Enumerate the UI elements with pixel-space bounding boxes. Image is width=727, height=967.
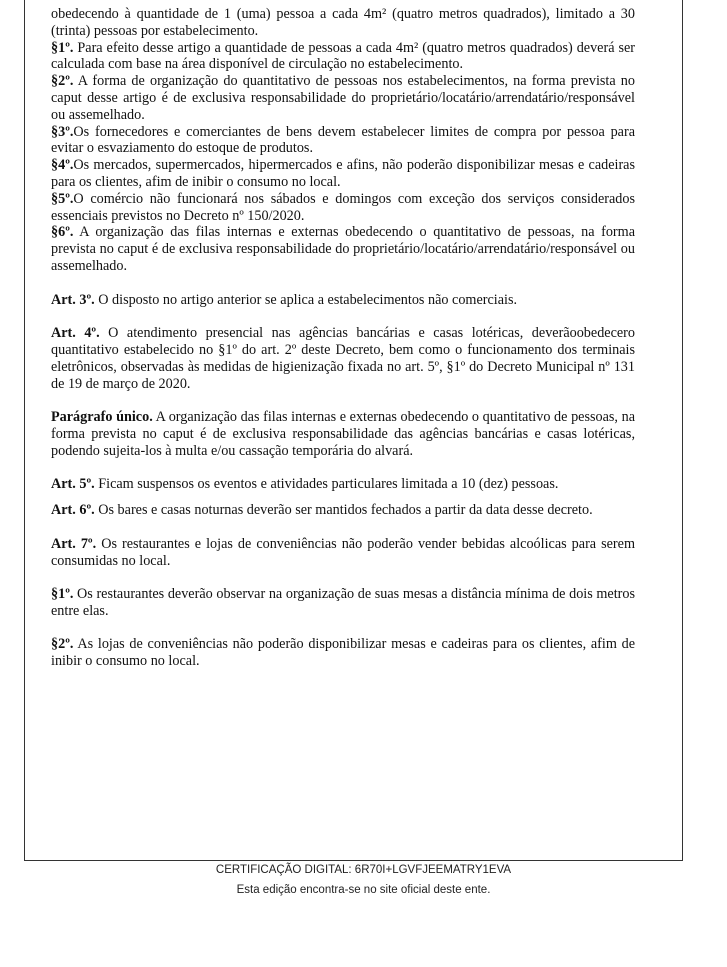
article-4 [51, 325, 635, 392]
art2-paragraph-6 [51, 224, 635, 274]
paragraph-label: §4º. [51, 157, 74, 174]
article-text: Ficam suspensos os eventos e atividades particulares limitada a 10 (dez) pessoas. [94, 476, 559, 493]
digital-certification: CERTIFICAÇÃO DIGITAL: 6R70I+LGVFJEEMATRY1EVA [215, 864, 512, 876]
art2-paragraph-3 [51, 124, 635, 158]
paragraph-text: A forma de organização do quantitativo de pessoas nos estabelecimentos, na forma prevista no caput desse artigo é de exclusiva responsabilidade do proprietário/locatário/arrendatário/responsável ou assemelhado. [51, 73, 635, 123]
article-label: Art. 6º. [51, 502, 95, 519]
paragraph-label: Parágrafo único. [51, 409, 153, 426]
article-5 [51, 476, 635, 493]
paragraph-label: §1º. [51, 586, 74, 603]
article-4-paragrafo-unico [51, 409, 635, 459]
article-text: O atendimento presencial nas agências bancárias e casas lotéricas, deverãoobedecero quantitativo estabelecido no §1º do art. 2º deste Decreto, bem como o funcionamento dos terminais eletrônicos, observadas às medidas de higienização fixada no art. 5º, §1º do Decreto Municipal nº 131 de 19 de março de 2020. [51, 325, 635, 392]
paragraph-label: §5º. [51, 190, 74, 207]
article-text: Os bares e casas noturnas deverão ser mantidos fechados a partir da data desse decreto. [94, 502, 593, 519]
document-body [51, 6, 635, 670]
art2-paragraph-2 [51, 73, 635, 123]
article-label: Art. 4º. [51, 325, 100, 342]
article-label: Art. 7º. [51, 535, 97, 552]
article-3 [51, 292, 635, 309]
paragraph-label: §6º. [51, 224, 74, 241]
art2-paragraph-1 [51, 40, 635, 74]
paragraph-label: §1º. [51, 39, 74, 56]
article-text: O disposto no artigo anterior se aplica a estabelecimentos não comerciais. [94, 291, 518, 308]
article-7 [51, 536, 635, 570]
article-7-paragraph-1 [51, 586, 635, 620]
article-7-paragraph-2 [51, 636, 635, 670]
article-text: Os restaurantes e lojas de conveniências não poderão vender bebidas alcoólicas para serem consumidas no local. [51, 535, 635, 569]
article-label: Art. 3º. [51, 291, 95, 308]
paragraph-text: A organização das filas internas e externas obedecendo o quantitativo de pessoas, na forma prevista no caput é de exclusiva responsabilidade das agências bancárias e casas lotéricas, podendo sujeita-los à multa e/ou cassação temporária do alvará. [51, 409, 635, 459]
paragraph-text: O comércio não funcionará nos sábados e domingos com exceção dos serviços considerados essenciais previstos no Decreto nº 150/2020. [51, 190, 635, 224]
paragraph-text: Os fornecedores e comerciantes de bens devem estabelecer limites de compra por pessoa para evitar o esvaziamento do estoque de produtos. [51, 123, 635, 157]
art2-paragraph-4 [51, 157, 635, 191]
art2-paragraph-5 [51, 191, 635, 225]
paragraph-label: §2º. [51, 73, 74, 90]
article-6 [51, 502, 635, 519]
paragraph-label: §3º. [51, 123, 74, 140]
continuation-text: obedecendo à quantidade de 1 (uma) pessoa a cada 4m² (quatro metros quadrados), limitado a 30 (trinta) pessoas por estabelecimento. [51, 6, 635, 39]
paragraph-text: Para efeito desse artigo a quantidade de pessoas a cada 4m² (quatro metros quadrados) deverá ser calculada com base na área disponível de circulação no estabelecimento. [51, 39, 635, 73]
official-site-note: Esta edição encontra-se no site oficial deste ente. [236, 884, 491, 896]
paragraph-text: A organização das filas internas e externas obedecendo o quantitativo de pessoas, na forma prevista no caput é de exclusiva responsabilidade do proprietário/locatário/arrendatário/responsável ou assemelhado. [51, 224, 635, 274]
paragraph-text: Os mercados, supermercados, hipermercados e afins, não poderão disponibilizar mesas e cadeiras para os clientes, afim de inibir o consumo no local. [51, 157, 635, 190]
paragraph-label: §2º. [51, 636, 74, 653]
article-label: Art. 5º. [51, 476, 95, 493]
paragraph-text: As lojas de conveniências não poderão disponibilizar mesas e cadeiras para os clientes, afim de inibir o consumo no local. [51, 636, 635, 670]
paragraph-text: Os restaurantes deverão observar na organização de suas mesas a distância mínima de dois metros entre elas. [51, 586, 635, 619]
